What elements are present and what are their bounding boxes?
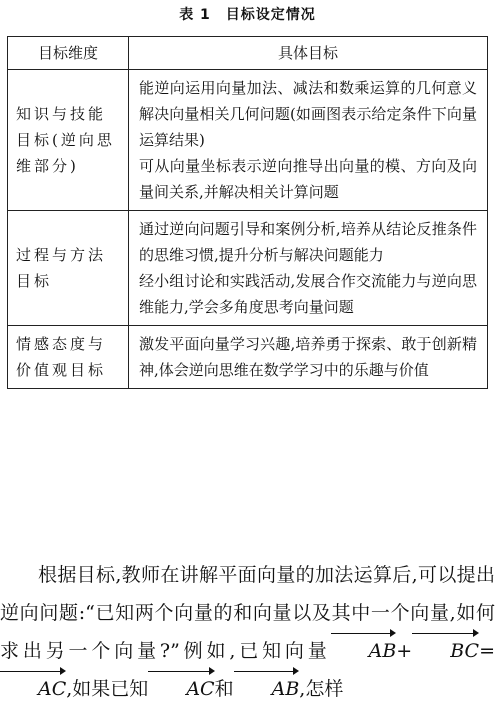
paragraph-text: 和 [214,678,234,700]
paragraph-text: 根据目标,教师在讲解平面向量的加法运算后,可以提出逆向问题:“已知两个向量的和向量以及其中一个向量,如何求出另一个向量?”例如,已知向量 [0,564,495,662]
vector-ac: AC [148,670,214,708]
goals-cell [129,326,488,389]
goal-item: 经小组讨论和实践活动,发展合作交流能力与逆向思维能力,学会多角度思考向量问题 [139,272,477,316]
paragraph-text: ,怎样 [299,678,344,700]
vector-bc: BC [412,632,479,670]
paragraph-text: ,如果已知 [66,678,149,700]
vector-ab: AB [331,632,397,670]
goal-item: 能逆向运用向量加法、减法和数乘运算的几何意义解决向量相关几何问题(如画图表示给定条件下向量运算结果) [139,79,477,149]
goal-table [7,36,488,389]
goals-cell [129,70,488,211]
table-row [8,211,488,326]
table-caption: 表 1 目标设定情况 [179,7,316,23]
plus-sign: + [396,640,413,662]
dimension-cell: 情感态度与价值观目标 [8,326,129,389]
header-goals: 具体目标 [129,37,488,70]
goals-cell [129,211,488,326]
dimension-cell: 过程与方法目标 [8,211,129,326]
header-dimension: 目标维度 [8,37,129,70]
vector-ac: AC [0,670,66,708]
goal-item: 通过逆向问题引导和案例分析,培养从结论反推条件的思维习惯,提升分析与解决问题能力 [139,220,477,264]
goal-item: 激发平面向量学习兴趣,培养勇于探索、敢于创新精神,体会逆向思维在数学学习中的乐趣与价值 [139,335,477,379]
table-row [8,326,488,389]
body-paragraph-block [0,556,495,708]
goal-item: 可从向量坐标表示逆向推导出向量的模、方向及向量间关系,并解决相关计算问题 [139,157,477,201]
table-header-row [8,37,488,70]
equals-sign: = [479,640,495,662]
body-paragraph [0,556,495,708]
dimension-cell: 知识与技能目标(逆向思维部分) [8,70,129,211]
vector-ab: AB [234,670,300,708]
table-row [8,70,488,211]
